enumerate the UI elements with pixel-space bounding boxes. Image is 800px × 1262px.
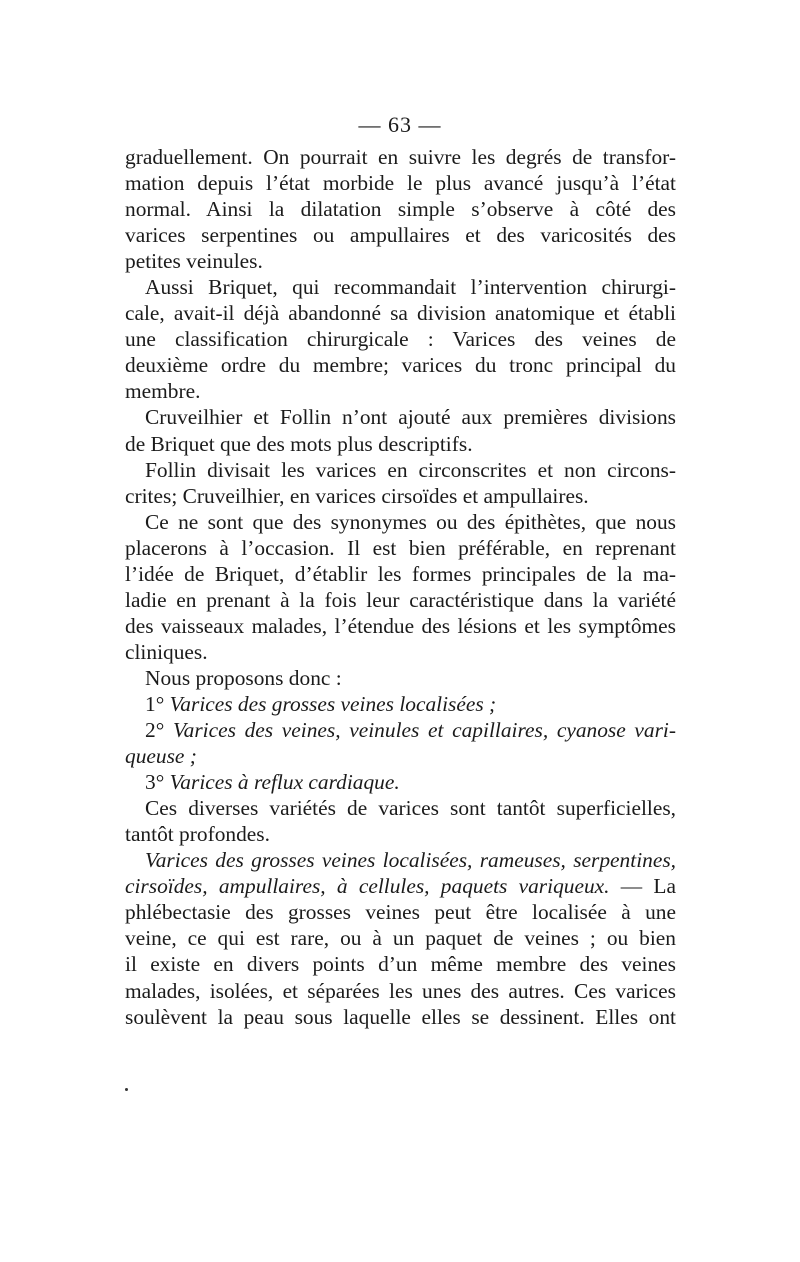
- text-line: Ce ne sont que des synonymes ou des épithètes, que nous: [145, 509, 676, 534]
- text-line: une classification chirurgicale : Varices des veines de: [125, 327, 676, 352]
- list-item-continuation: queuse ;: [125, 744, 197, 769]
- text-line: malades, isolées, et séparées les unes des autres. Ces varices: [125, 978, 676, 1003]
- text-line: varices serpentines ou ampullaires et des varicosités des: [125, 223, 676, 248]
- text-line: petites veinules.: [125, 249, 263, 274]
- list-text: Varices des grosses veines localisées ;: [169, 691, 497, 716]
- list-text: Varices à reflux cardiaque.: [169, 770, 400, 795]
- list-number: 3°: [145, 770, 165, 795]
- text-line: Follin divisait les varices en circonscrites et non circons-: [145, 457, 676, 482]
- text-line: cale, avait-il déjà abandonné sa division anatomique et établi: [125, 301, 676, 326]
- list-number: 2°: [145, 718, 165, 743]
- text-line: normal. Ainsi la dilatation simple s’observe à côté des: [125, 197, 676, 222]
- text-line: il existe en divers points d’un même membre des veines: [125, 952, 676, 977]
- text-line: graduellement. On pourrait en suivre les degrés de transfor-: [125, 145, 676, 169]
- text-line: des vaisseaux malades, l’étendue des lésions et les symptômes: [125, 613, 676, 638]
- ink-speck: [125, 1088, 128, 1091]
- text-line: de Briquet que des mots plus descriptifs.: [125, 431, 473, 456]
- section-heading-rest: — La: [609, 874, 676, 899]
- text-line: veine, ce qui est rare, ou à un paquet de veines ; ou bien: [125, 926, 676, 951]
- text-line: membre.: [125, 379, 201, 404]
- text-line: deuxième ordre du membre; varices du tronc principal du: [125, 353, 676, 378]
- text-line: Nous proposons donc :: [145, 665, 342, 690]
- list-item: [125, 691, 676, 717]
- text-line: placerons à l’occasion. Il est bien préférable, en reprenant: [125, 535, 676, 560]
- text-line: phlébectasie des grosses veines peut être localisée à une: [125, 900, 676, 925]
- section-heading: Varices des grosses veines localisées, rameuses, serpentines,: [145, 848, 676, 873]
- text-line: mation depuis l’état morbide le plus avancé jusqu’à l’état: [125, 171, 676, 196]
- text-line: l’idée de Briquet, d’établir les formes principales de la ma-: [125, 561, 676, 586]
- text-line: tantôt profondes.: [125, 822, 270, 847]
- text-line: cliniques.: [125, 639, 208, 664]
- section-heading-italic: cirsoïdes, ampullaires, à cellules, paquets variqueux.: [125, 874, 610, 899]
- section-heading-continuation: [125, 873, 676, 899]
- list-item: [125, 717, 676, 743]
- text-line: Ces diverses variétés de varices sont tantôt superficielles,: [145, 796, 676, 821]
- text-line: Cruveilhier et Follin n’ont ajouté aux premières divisions: [145, 405, 676, 430]
- page-number: — 63 —: [358, 112, 442, 137]
- text-line: Aussi Briquet, qui recommandait l’intervention chirurgi-: [145, 275, 676, 300]
- text-line: ladie en prenant à la fois leur caractéristique dans la variété: [125, 587, 676, 612]
- text-line: crites; Cruveilhier, en varices cirsoïdes et ampullaires.: [125, 483, 589, 508]
- list-text: Varices des veines, veinules et capillaires, cyanose vari-: [172, 718, 676, 743]
- page-body: [125, 144, 676, 1030]
- list-number: 1°: [145, 691, 165, 716]
- text-line: soulèvent la peau sous laquelle elles se dessinent. Elles ont: [125, 1004, 676, 1029]
- list-item: [125, 769, 676, 795]
